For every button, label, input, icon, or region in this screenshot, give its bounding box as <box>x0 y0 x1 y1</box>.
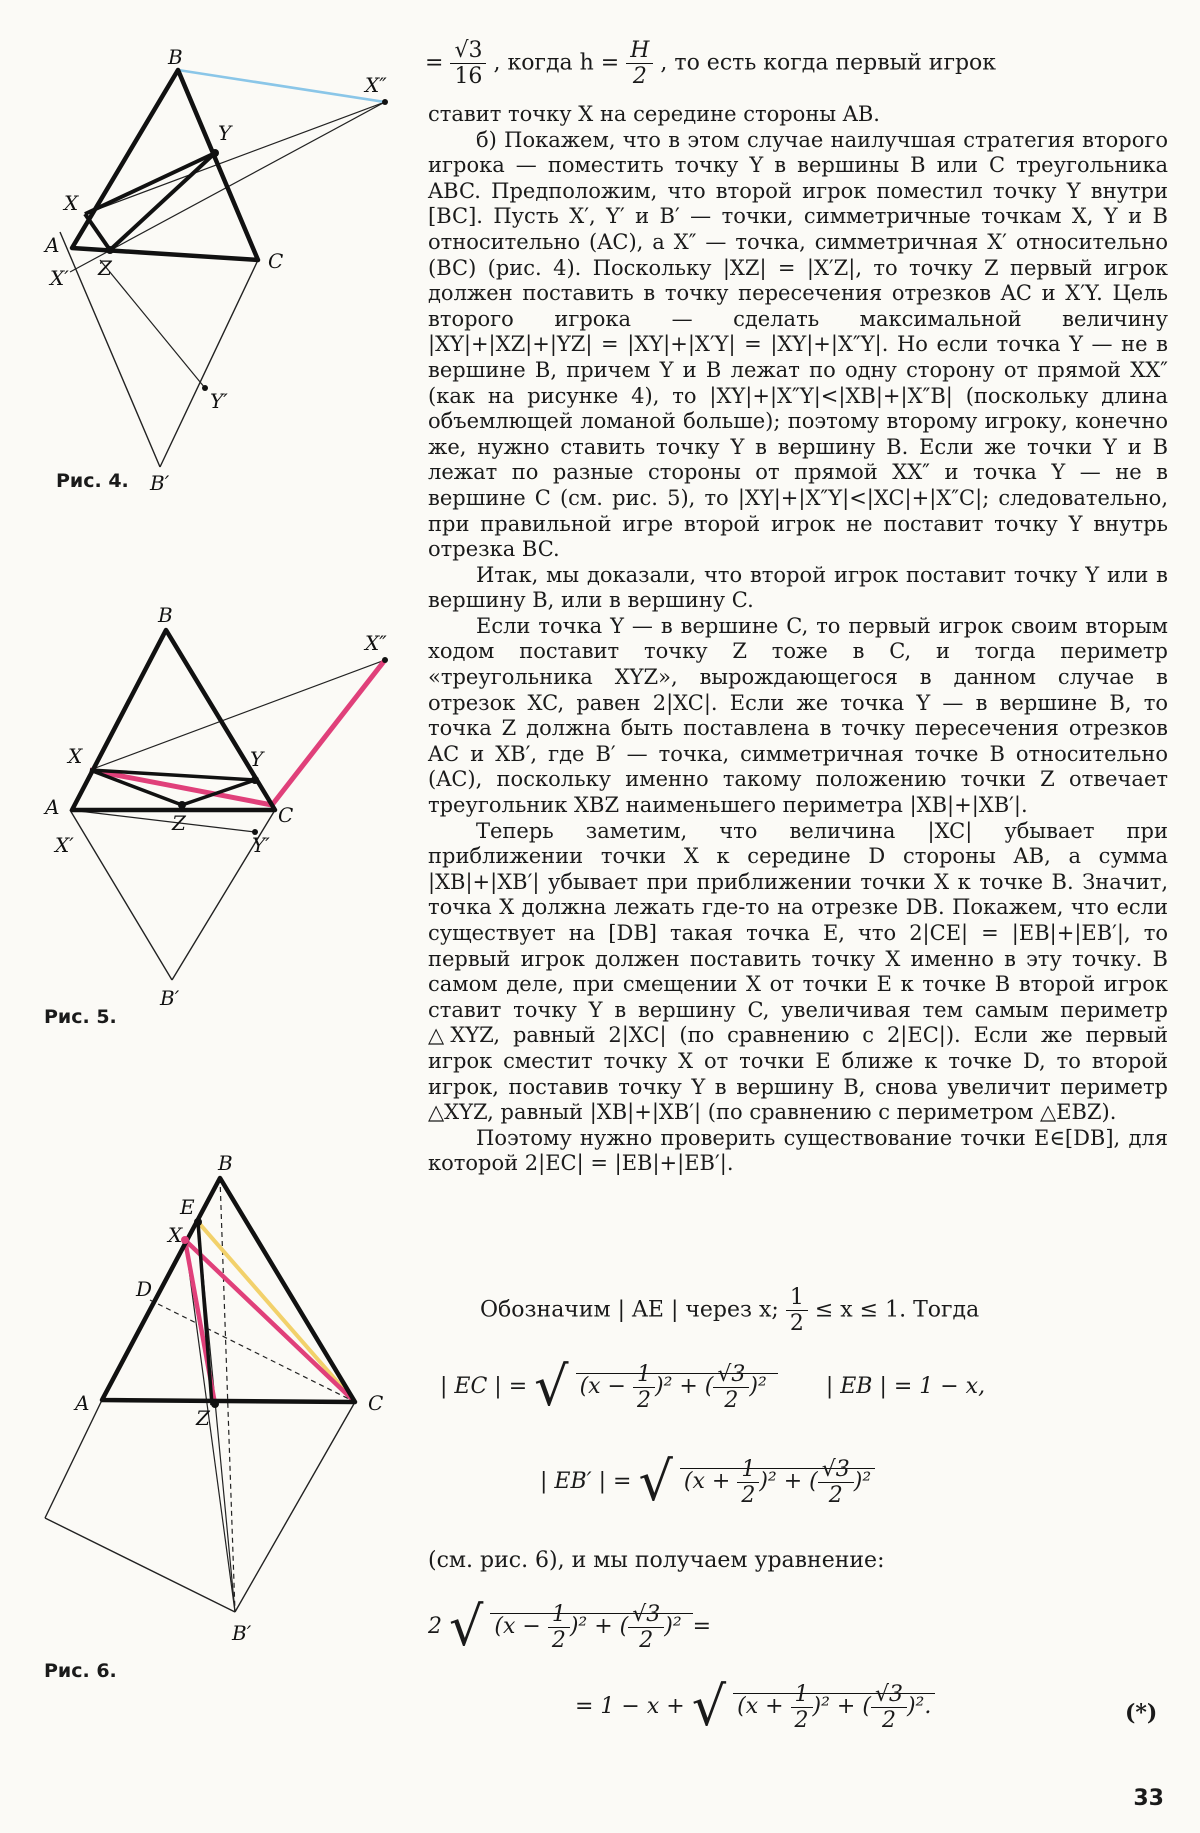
d: 2 <box>551 1627 566 1653</box>
n: √3 <box>628 1602 664 1628</box>
paragraph-6: Поэтому нужно проверить существование точки E∈[DB], для которой 2|EC| = |EB|+|EB′|. <box>428 1125 1168 1176</box>
d: 2 <box>794 1707 809 1733</box>
figure-6-caption: Рис. 6. <box>44 1660 117 1682</box>
h-num: H <box>626 38 653 64</box>
notation-half <box>786 1285 808 1336</box>
paragraph-2: б) Покажем, что в этом случае наилучшая стратегия второго игрока — поместить точку Y в вершины B или C треугольника ABC. Предположим, что второй игрок поместил точку Y внутри [BC]. Пусть X′, Y′ и B′ — точки, симметричные точкам X, Y и B относительно (AC), а X″ — точка, симметричная X′ относительно (BC) (рис. 4). Поскольку |XZ| = |X′Z|, то точку Z первый игрок должен поставить в точку пересечения отрезков AC и X′Y. Цель второго игрока — сделать максимальной величину |XY|+|XZ|+|YZ| = |XY|+|X′Y| = |XY|+|X″Y|. Но если точка Y — не в вершине B, причем Y и B лежат по одну сторону от прямой XX″ (как на рисунке 4), то |XY|+|X″Y|<|XB|+|X″B| (поскольку длина объемлющей ломаной больше); поэтому второму игроку, конечно же, нужно ставить точку Y в вершину B. Если же точки Y и B лежат по разные стороны от прямой XX″ и точка Y — не в вершине C (см. рис. 5), то |XY|+|X″Y|<|XC|+|X″C|; следовательно, при правильной игре второй игрок не поставит точку Y внутрь отрезка BC. <box>428 127 1168 562</box>
d: 2 <box>741 1482 756 1508</box>
page-number: 33 <box>1133 1786 1164 1811</box>
final-eq-radicand: (x − $\frac{1}{2}$ )² + ( $\frac{√3}{2}$ )² <box>490 1613 692 1639</box>
label-Z: Z <box>196 1406 210 1430</box>
label-Xpp: X″ <box>365 631 387 655</box>
n: 1 <box>791 1682 813 1708</box>
label-Xp: X′ <box>50 266 69 290</box>
eq-ebp-lhs: | EB′ | = <box>540 1469 632 1494</box>
radical-sign: √ <box>449 1595 484 1658</box>
label-C: C <box>368 1391 384 1415</box>
n: 1 <box>737 1457 759 1483</box>
final-eq-rhs-lead: = 1 − x + <box>575 1694 685 1719</box>
label-D: D <box>136 1277 153 1301</box>
paragraph-1: ставит точку X на середине стороны AB. <box>428 102 880 126</box>
label-B: B <box>158 603 173 627</box>
n: 1 <box>548 1602 570 1628</box>
label-Xpp: X″ <box>365 73 387 97</box>
label-X: X <box>64 191 79 215</box>
d: 2 <box>881 1707 896 1733</box>
figure-6-drawing <box>10 1150 410 1660</box>
label-C: C <box>278 803 294 827</box>
label-Bp: B′ <box>160 986 180 1010</box>
label-E: E <box>180 1195 195 1219</box>
label-B: B <box>168 45 183 69</box>
label-A: A <box>75 1391 90 1415</box>
label-Yp: Y′ <box>210 389 228 413</box>
final-eq-lead: 2 <box>428 1614 442 1639</box>
top-formula <box>425 38 996 89</box>
eq-ec-radicand: (x − $\frac{1}{2}$ )² + ( $\frac{√3}{2}$ )² <box>576 1373 778 1399</box>
h-fraction <box>626 38 653 89</box>
label-B: B <box>218 1151 233 1175</box>
sqrt3-over-16 <box>450 38 486 89</box>
n: √3 <box>818 1457 854 1483</box>
radical-sign: √ <box>638 1450 673 1513</box>
label-Bp: B′ <box>150 471 170 495</box>
notation-line <box>480 1285 979 1336</box>
label-C: C <box>268 249 284 273</box>
label-Bp: B′ <box>232 1621 252 1645</box>
half-den: 2 <box>789 1311 804 1336</box>
label-Xp: X′ <box>55 833 74 857</box>
frac-den: 16 <box>454 64 483 89</box>
label-Z: Z <box>98 256 112 280</box>
radical-sign: √ <box>534 1355 569 1418</box>
label-Z: Z <box>172 811 186 835</box>
n: √3 <box>871 1682 907 1708</box>
d: 2 <box>639 1627 654 1653</box>
final-eq-equals: = <box>692 1614 712 1639</box>
n: √3 <box>713 1362 749 1388</box>
figure-4-caption: Рис. 4. <box>56 470 129 492</box>
final-eq-line1 <box>428 1595 712 1658</box>
eq-ec-lhs: | EC | = <box>440 1374 528 1399</box>
d: 2 <box>828 1482 843 1508</box>
see-fig-6: (см. рис. 6), и мы получаем уравнение: <box>428 1548 885 1573</box>
figure-5 <box>10 600 410 1020</box>
d: 2 <box>636 1387 651 1413</box>
radical-sign: √ <box>691 1675 727 1738</box>
eq-ebp <box>540 1450 875 1513</box>
notation-range: ≤ x ≤ 1. Тогда <box>814 1297 980 1323</box>
final-eq-line2 <box>575 1675 935 1738</box>
n: 1 <box>633 1362 655 1388</box>
final-eq-rhs-radicand: (x + $\frac{1}{2}$ )² + ( $\frac{√3}{2}$ )². <box>733 1693 935 1719</box>
top-formula-mid: , когда h = <box>493 50 627 76</box>
h-den: 2 <box>632 64 647 89</box>
label-A: A <box>45 233 60 257</box>
label-A: A <box>45 795 60 819</box>
paragraph-3: Итак, мы доказали, что второй игрок поставит точку Y или в вершину B, или в вершину C. <box>428 562 1168 613</box>
figure-5-drawing <box>10 600 410 1020</box>
top-formula-tail: , то есть когда первый игрок <box>660 50 997 76</box>
eq-ec <box>440 1355 986 1418</box>
paragraph-4: Если точка Y — в вершине C, то первый игрок своим вторым ходом поставит точку Z тоже в C, и тогда периметр «треугольника XYZ», вырождающегося в данном случае в отрезок XC, равен 2|XC|. Если же точка Y — в вершине B, то точка Z должна быть поставлена в точку пересечения отрезков AC и XB′, где B′ — точка, симметричная точке B относительно (AC), поскольку именно такому положению точки Z отвечает треугольник XBZ наименьшего периметра |XB|+|XB′|. <box>428 613 1168 818</box>
paragraph-5: Теперь заметим, что величина |XC| убывает при приближении точки X к середине D стороны AB, а сумма |XB|+|XB′| убывает при приближении точки X к точке B. Значит, точка X должна лежать где-то на отрезке DB. Покажем, что если существует на [DB] такая точка E, что 2|CE| = |EB|+|EB′|, то первый игрок должен поставить точку X именно в эту точку. В самом деле, при смещении X от точки E к точке B второй игрок ставит точку Y в вершину C, увеличивая тем самым периметр △XYZ, равный 2|XC| (по сравнению с 2|EC|). Если же первый игрок сместит точку X от точки E ближе к точке D, то второй игрок, поставив точку Y в вершину B, снова увеличит периметр △XYZ, равный |XB|+|XB′| (по сравнению с периметром △EBZ). <box>428 818 1168 1125</box>
top-formula-lead: = <box>425 50 451 76</box>
figure-6 <box>10 1150 410 1660</box>
label-X: X <box>68 744 83 768</box>
label-Y: Y <box>218 121 232 145</box>
frac-num: √3 <box>450 38 486 64</box>
eq-eb: | EB | = 1 − x, <box>825 1374 986 1399</box>
equation-mark: (*) <box>1125 1700 1158 1726</box>
half-num: 1 <box>786 1285 808 1311</box>
label-Y: Y <box>250 747 264 771</box>
notation-lead: Обозначим | AE | через x; <box>480 1297 779 1323</box>
eq-ebp-radicand: (x + $\frac{1}{2}$ )² + ( $\frac{√3}{2}$ )² <box>680 1468 875 1494</box>
d: 2 <box>724 1387 739 1413</box>
label-Yp: Y′ <box>252 833 270 857</box>
main-text <box>428 102 1168 1177</box>
label-X: X <box>168 1223 183 1247</box>
figure-5-caption: Рис. 5. <box>44 1006 117 1028</box>
